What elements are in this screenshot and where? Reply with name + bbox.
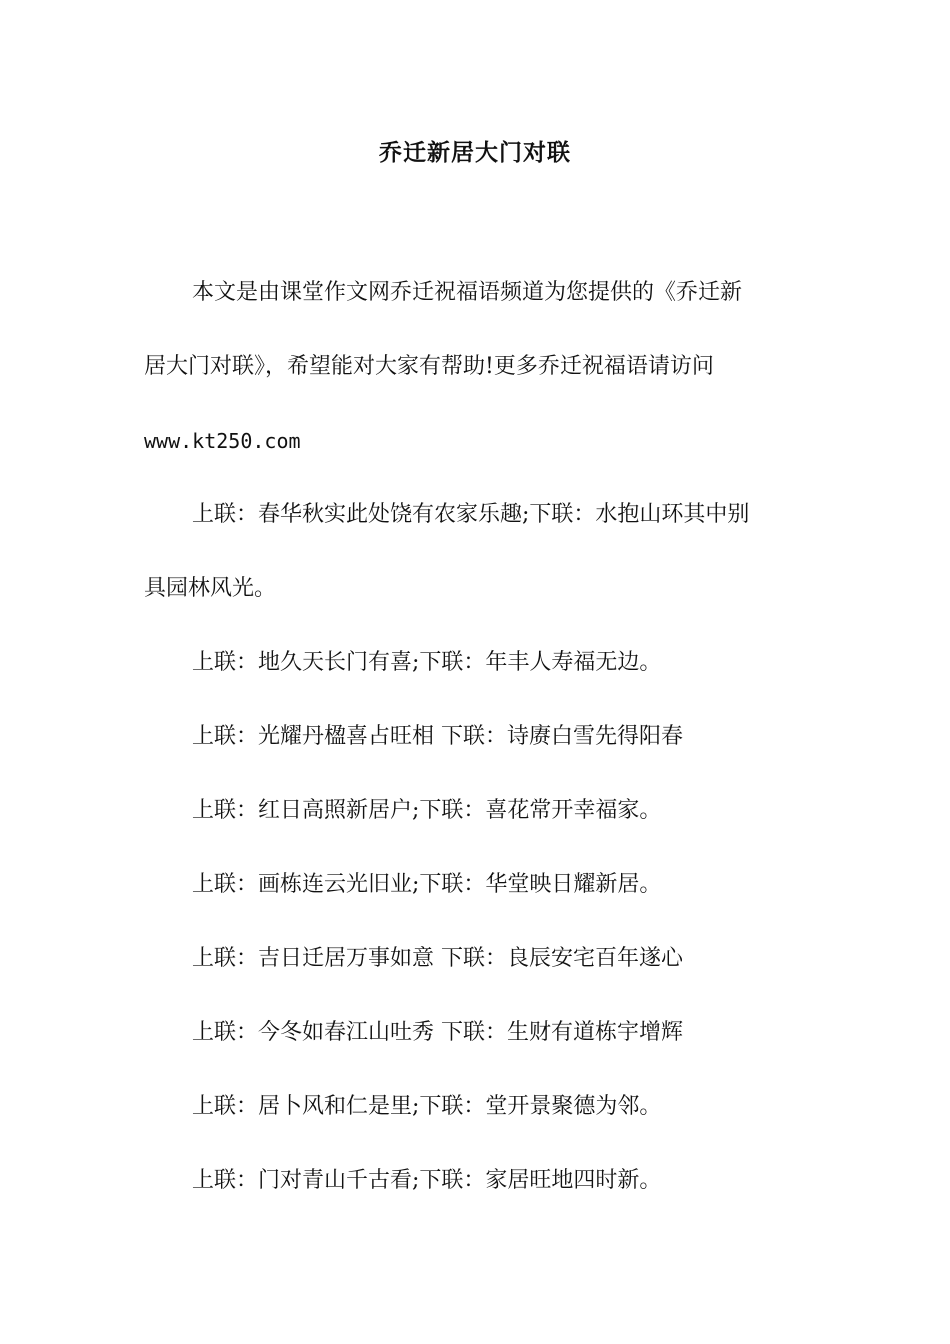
- intro-paragraph: [144, 256, 808, 478]
- couplet-item: 上联：门对青山千古看;下联：家居旺地四时新。: [192, 1168, 662, 1193]
- couplet-item: 上联：吉日迁居万事如意 下联：良辰安宅百年遂心: [192, 946, 683, 971]
- couplet-item: 上联：光耀丹楹喜占旺相 下联：诗赓白雪先得阳春: [192, 724, 683, 749]
- intro-line-2: 居大门对联》，希望能对大家有帮助!更多乔迁祝福语请访问: [144, 354, 714, 379]
- page-title: 乔迁新居大门对联: [379, 140, 571, 166]
- couplet-item: 上联：地久天长门有喜;下联：年丰人寿福无边。: [192, 650, 662, 675]
- intro-url: www.kt250.com: [144, 429, 301, 453]
- intro-line-1: 本文是由课堂作文网乔迁祝福语频道为您提供的《乔迁新: [192, 280, 743, 305]
- couplet-item: 上联：红日高照新居户;下联：喜花常开幸福家。: [192, 798, 662, 823]
- couplet-item-continued: 具园林风光。: [144, 576, 277, 601]
- couplet-item: 上联：居卜风和仁是里;下联：堂开景聚德为邻。: [192, 1094, 662, 1119]
- couplet-item: 上联：今冬如春江山吐秀 下联：生财有道栋宇增辉: [192, 1020, 683, 1045]
- couplet-item: 上联：春华秋实此处饶有农家乐趣;下联：水抱山环其中别: [192, 502, 750, 527]
- couplet-list: [144, 478, 808, 1218]
- couplet-item: 上联：画栋连云光旧业;下联：华堂映日耀新居。: [192, 872, 662, 897]
